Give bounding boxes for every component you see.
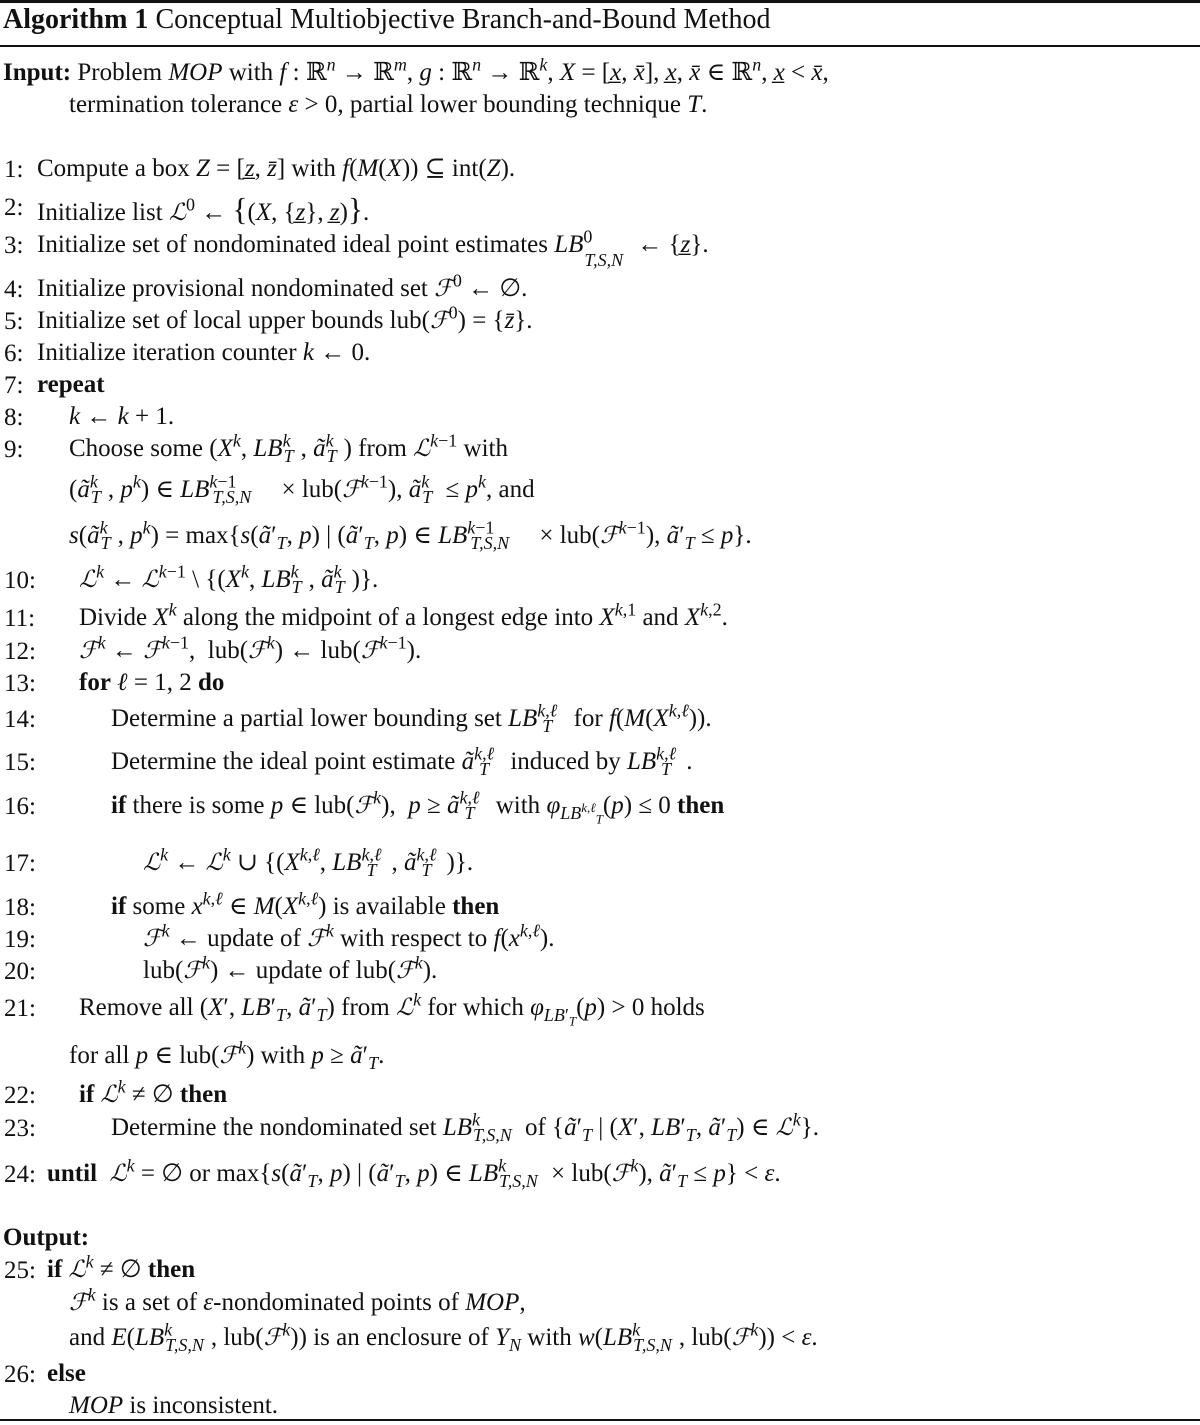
then-keyword: then [677, 792, 725, 819]
step-13: for ℓ = 1, 2 do [79, 669, 225, 696]
step-5: Initialize set of local upper bounds lub(ℱ$^0$) = {z̄}. [37, 302, 533, 334]
step-15: Determine the ideal point estimate $ã^{k,\ell}_T$ induced by $LB^{k,\ell}_T$ . [111, 743, 693, 779]
step-number: 18: [4, 894, 36, 921]
step-25: if ℒ$^k$ ≠ ∅ then [47, 1251, 196, 1283]
step-number: 25: [4, 1257, 36, 1284]
output-heading [3, 1225, 89, 1250]
step-number: 4: [4, 276, 24, 303]
step-number: 17: [4, 850, 36, 877]
step-18: if some $x^{k,\ell}$ ∈ $M(X^{k,\ell})$ is available then [111, 888, 500, 920]
do-keyword: do [197, 669, 225, 696]
until-keyword: until [47, 1160, 98, 1187]
step-number: 5: [4, 308, 24, 335]
step-12: ℱ$^k$ ← ℱ$^{k-1}$, lub(ℱ$^k$) ← lub(ℱ$^{k-1}$). [79, 632, 422, 664]
if-keyword: if [79, 1081, 95, 1108]
input-keyword: Input: [3, 59, 72, 86]
step-number: 16: [4, 793, 36, 820]
top-rule [0, 0, 1200, 3]
header-rule [0, 45, 1200, 47]
step-number: 24: [4, 1161, 36, 1188]
step-3: Initialize set of nondominated ideal point estimates $LB^0_{T,S,N}$ ← {z̲}. [37, 226, 709, 270]
if-keyword: if [47, 1256, 63, 1283]
input-line-1: Input: Problem MOP with f : ℝ$^n$ → ℝ$^m$, g : ℝ$^n$ → ℝ$^k$, X = [x̲, x̄], x̲, x̄ ∈ ℝ$^n$, x̲ < x̄, [3, 54, 829, 86]
step-6: Initialize iteration counter k ← 0. [37, 339, 371, 366]
else-keyword: else [47, 1360, 86, 1387]
step-number: 21: [4, 995, 36, 1022]
step-10: ℒ$^k$ ← ℒ$^{k-1}$ \ {($X^k$, $LB^k_T$ , $ã^k_T$ )}. [79, 561, 379, 597]
step-number: 15: [4, 749, 36, 776]
step-number: 23: [4, 1115, 36, 1142]
step-2: Initialize list ℒ$^0$ ← {(X, {z̲}, z̲)}. [37, 192, 370, 227]
step-number: 2: [4, 194, 24, 221]
step-20: lub(ℱ$^k$) ← update of lub(ℱ$^k$). [143, 952, 438, 984]
step-9-cont-1: ($ã^k_T$ , $p^k$) ∈ $LB^{k-1}_{T,S,N}$ × lub(ℱ$^{k-1}$), $ã^k_T \le p^k$, and [69, 471, 535, 507]
step-1: Compute a box Z = [z̲, z̄] with f(M(X)) ⊆ int(Z). [37, 155, 516, 182]
if-keyword: if [111, 792, 127, 819]
algorithm-title [3, 4, 771, 36]
step-26 [47, 1361, 86, 1386]
bottom-rule [0, 1419, 1200, 1421]
step-21: Remove all (X′, $LB'_T$, $ã'_T$) from ℒ$^k$ for which $\varphi_{LB'_T}(p) > 0$ holds [79, 989, 705, 1029]
step-number: 1: [4, 156, 24, 183]
step-number: 11: [4, 605, 36, 632]
step-8: k ← k + 1. [69, 403, 175, 430]
output-keyword: Output: [3, 1224, 90, 1251]
step-24: until ℒ$^k$ = ∅ or $\max\{s(ã'_T$, p) | ($ã'_T$, p) ∈ $LB^k_{T,S,N}$ × lub(ℱ$^k$), $ã'_T \le p\} < \varepsilon$. [47, 1155, 781, 1191]
step-number: 22: [4, 1082, 36, 1109]
step-21-cont: for all p ∈ lub(ℱ$^k$) with $p \ge ã'_T$. [69, 1037, 385, 1073]
step-number: 13: [4, 670, 36, 697]
step-11: Divide $X^k$ along the midpoint of a longest edge into X$^{k,1}$ and X$^{k,2}$. [79, 599, 728, 631]
step-25-cont-1: ℱ$^k$ is a set of ε-nondominated points of MOP, [69, 1284, 526, 1316]
step-number: 10: [4, 567, 36, 594]
algorithm-label: Algorithm 1 [3, 4, 149, 35]
then-keyword: then [452, 893, 500, 920]
then-keyword: then [147, 1256, 196, 1283]
step-9-cont-2: $s(ã^k_T$ , $p^k$) = $\max\{s(ã'_T$, p) | ($ã'_T$, p) ∈ $LB^{k-1}_{T,S,N}$ × lub(ℱ$^{k-1}$), $ã'_T \le p$}. [69, 517, 752, 553]
step-25-cont-2: and $E(LB^k_{T,S,N}$ , lub(ℱ$^k$)) is an enclosure of $Y_N$ with $w(LB^k_{T,S,N}$ , lub(ℱ$^k$)) < ε. [69, 1319, 818, 1355]
step-23: Determine the nondominated set $LB^k_{T,S,N}$ of {$ã'_T$ | (X′, $LB'_T$, $ã'_T$) ∈ ℒ$^k$}. [111, 1109, 819, 1145]
algorithm-name: Conceptual Multiobjective Branch-and-Bound Method [155, 4, 771, 35]
step-7 [37, 372, 105, 397]
step-4: Initialize provisional nondominated set ℱ$^0$ ← ∅. [37, 270, 528, 302]
step-number: 7: [4, 372, 24, 399]
if-keyword: if [111, 893, 127, 920]
step-9: Choose some ($X^k$, $LB^k_T$ , $ã^k_T$ ) from ℒ$^{k-1}$ with [69, 430, 508, 466]
step-17: ℒ$^k$ ← ℒ$^k$ ∪ {($X^{k,\ell}$, $LB^{k,\ell}_T$ , $ã^{k,\ell}_T$ )}. [143, 844, 474, 880]
step-14: Determine a partial lower bounding set $LB^{k,\ell}_T$ for $f(M(X^{k,\ell}))$. [111, 700, 712, 736]
step-22: if ℒ$^k$ ≠ ∅ then [79, 1076, 228, 1108]
step-19: ℱ$^k$ ← update of ℱ$^k$ with respect to $f(x^{k,\ell})$. [143, 920, 555, 952]
step-number: 19: [4, 926, 36, 953]
step-number: 20: [4, 958, 36, 985]
step-number: 26: [4, 1361, 36, 1388]
input-line-2: termination tolerance ε > 0, partial lower bounding technique T. [69, 91, 708, 118]
step-number: 12: [4, 638, 36, 665]
step-number: 3: [4, 232, 24, 259]
step-16: if there is some p ∈ lub(ℱ$^k$), $p \ge ã^{k,\ell}_T$ with $\varphi_{LB^{k,\ell}_T}(p) \le 0$ then [111, 787, 725, 827]
step-number: 8: [4, 404, 24, 431]
for-keyword: for [79, 669, 111, 696]
repeat-keyword: repeat [37, 371, 105, 398]
then-keyword: then [179, 1081, 228, 1108]
step-number: 6: [4, 340, 24, 367]
step-number: 9: [4, 436, 24, 463]
step-number: 14: [4, 706, 36, 733]
step-26-cont: MOP is inconsistent. [69, 1392, 279, 1419]
